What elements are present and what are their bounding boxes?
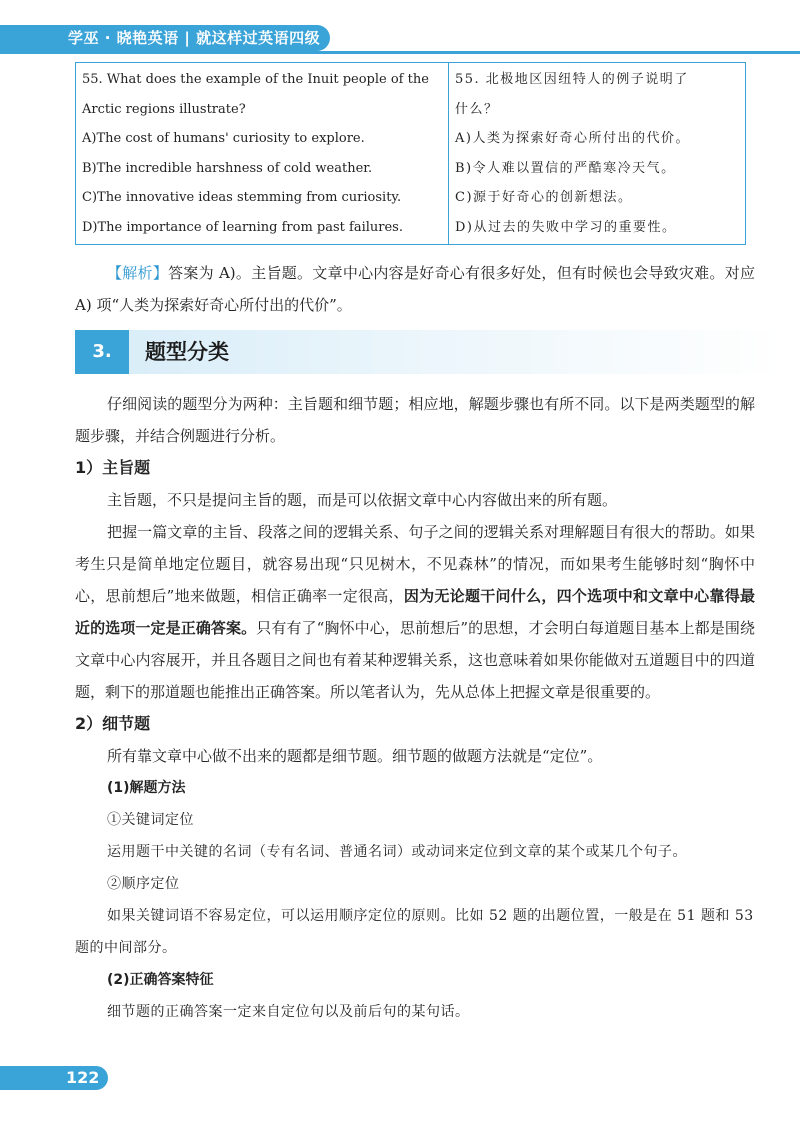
method-heading: (1)解题方法 [107, 780, 186, 796]
question-en-line: 55. What does the example of the Inuit people of the [82, 72, 429, 87]
page-number: 122 [0, 1066, 108, 1090]
main-idea-p2: 把握一篇文章的主旨、段落之间的逻辑关系、句子之间的逻辑关系对理解题目有很大的帮助。如果考生只是简单地定位题目，就容易出现“只见树木，不见森林”的情况，而如果考生能够时刻“胸怀中心，思前想后”地来做题，相信正确率一定很高，因为无论题干问什么，四个选项中和文章中心靠得最近的选项一定是正确答案。只有有了“胸怀中心，思前想后”的思想，才会明白每道题目基本上都是围绕文章中心内容展开，并且各题目之间也有着某种逻辑关系，这也意味着如果你能做对五道题目中的四道题，剩下的那道题也能推出正确答案。所以笔者认为，先从总体上把握文章是很重要的。 [75, 523, 755, 701]
main-idea-p1: 主旨题，不只是提问主旨的题，而是可以依据文章中心内容做出来的所有题。 [107, 491, 618, 509]
option-d-en: D)The importance of learning from past failures. [82, 219, 403, 235]
section-heading [75, 330, 785, 374]
section-number: 3. [75, 330, 129, 374]
main-idea-heading: 1）主旨题 [75, 458, 151, 477]
question-english [76, 63, 449, 245]
header-banner: 学巫 · 晓艳英语 | 就这样过英语四级 [0, 25, 330, 51]
option-c-cn: C)源于好奇心的创新想法。 [455, 190, 633, 205]
analysis-text: 答案为 A)。主旨题。文章中心内容是好奇心有很多好处，但有时候也会导致灾难。对应 A) 项“人类为探索好奇心所付出的代价”。 [75, 264, 755, 314]
question-table [75, 62, 746, 245]
key-point-bold: 因为无论题干问什么，四个选项中和文章中心靠得最近的选项一定是正确答案。 [75, 587, 755, 637]
detail-heading: 2）细节题 [75, 714, 151, 733]
detail-p1: 所有靠文章中心做不出来的题都是细节题。细节题的做题方法就是“定位”。 [107, 747, 603, 765]
method-1-title: ①关键词定位 [107, 812, 194, 828]
header-rule [0, 51, 800, 54]
option-a-en: A)The cost of humans' curiosity to explore. [82, 131, 365, 146]
main-content [75, 388, 755, 1028]
section-title: 题型分类 [145, 340, 229, 364]
method-1-text: 运用题干中关键的名词（专有名词、普通名词）或动词来定位到文章的某个或某几个句子。 [107, 844, 687, 860]
analysis-block [75, 257, 755, 321]
question-cn-line: 55. 北极地区因纽特人的例子说明了 [455, 72, 689, 87]
intro-paragraph: 仔细阅读的题型分为两种：主旨题和细节题；相应地，解题步骤也有所不同。以下是两类题型的解题步骤，并结合例题进行分析。 [75, 395, 755, 445]
question-chinese [449, 63, 746, 245]
feature-heading: (2)正确答案特征 [107, 972, 214, 988]
option-c-en: C)The innovative ideas stemming from curiosity. [82, 190, 402, 205]
feature-text: 细节题的正确答案一定来自定位句以及前后句的某句话。 [107, 1004, 470, 1020]
option-a-cn: A)人类为探索好奇心所付出的代价。 [455, 131, 690, 146]
analysis-tag: 【解析】 [107, 264, 169, 282]
method-2-text: 如果关键词语不容易定位，可以运用顺序定位的原则。比如 52 题的出题位置，一般是在 51 题和 53 题的中间部分。 [75, 908, 754, 956]
method-2-title: ②顺序定位 [107, 876, 180, 892]
question-cn-line: 什么？ [455, 101, 499, 117]
option-b-cn: B)令人难以置信的严酷寒冷天气。 [455, 160, 676, 176]
option-d-cn: D)从过去的失败中学习的重要性。 [455, 219, 677, 235]
option-b-en: B)The incredible harshness of cold weather. [82, 160, 373, 176]
question-en-line: Arctic regions illustrate? [82, 101, 246, 117]
